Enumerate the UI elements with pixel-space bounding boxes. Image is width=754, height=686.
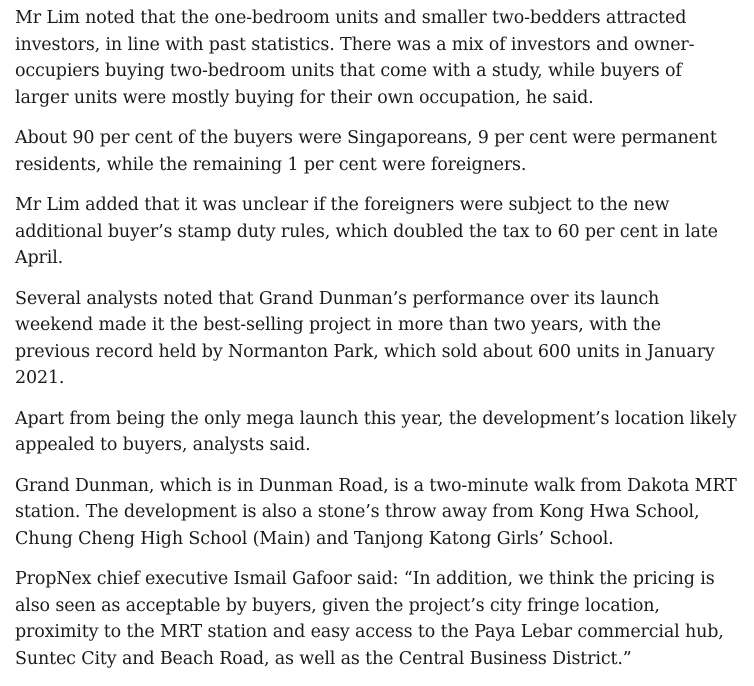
article-paragraph: Mr Lim noted that the one-bedroom units and smaller two-bedders attracted investors, in line with past statistics. There was a mix of investors and owner-occupiers buying two-bedroom units that come with a study, while buyers of larger units were mostly buying for their own occupation, he said.: [15, 8, 695, 108]
article-paragraph: Mr Lim added that it was unclear if the foreigners were subject to the new additional buyer’s stamp duty rules, which doubled the tax to 60 per cent in late April.: [15, 195, 718, 268]
article-paragraph: Apart from being the only mega launch this year, the development’s location likely appealed to buyers, analysts said.: [15, 408, 737, 455]
article-paragraph: Grand Dunman, which is in Dunman Road, is a two-minute walk from Dakota MRT station. The development is also a stone’s throw away from Kong Hwa School, Chung Cheng High School (Main) and Tanjong Katong Girls’ School.: [15, 475, 737, 549]
article-paragraph: Several analysts noted that Grand Dunman’s performance over its launch weekend made it the best-selling project in more than two years, with the previous record held by Normanton Park, which sold about 600 units in January 2021.: [15, 288, 715, 388]
article-paragraph: About 90 per cent of the buyers were Singaporeans, 9 per cent were permanent residents, while the remaining 1 per cent were foreigners.: [15, 128, 717, 175]
article-paragraph: PropNex chief executive Ismail Gafoor said: “In addition, we think the pricing is also seen as acceptable by buyers, given the project’s city fringe location, proximity to the MRT station and easy access to the Paya Lebar commercial hub, Suntec City and Beach Road, as well as the Central Business District.”: [15, 569, 724, 669]
article-body: [15, 5, 740, 686]
